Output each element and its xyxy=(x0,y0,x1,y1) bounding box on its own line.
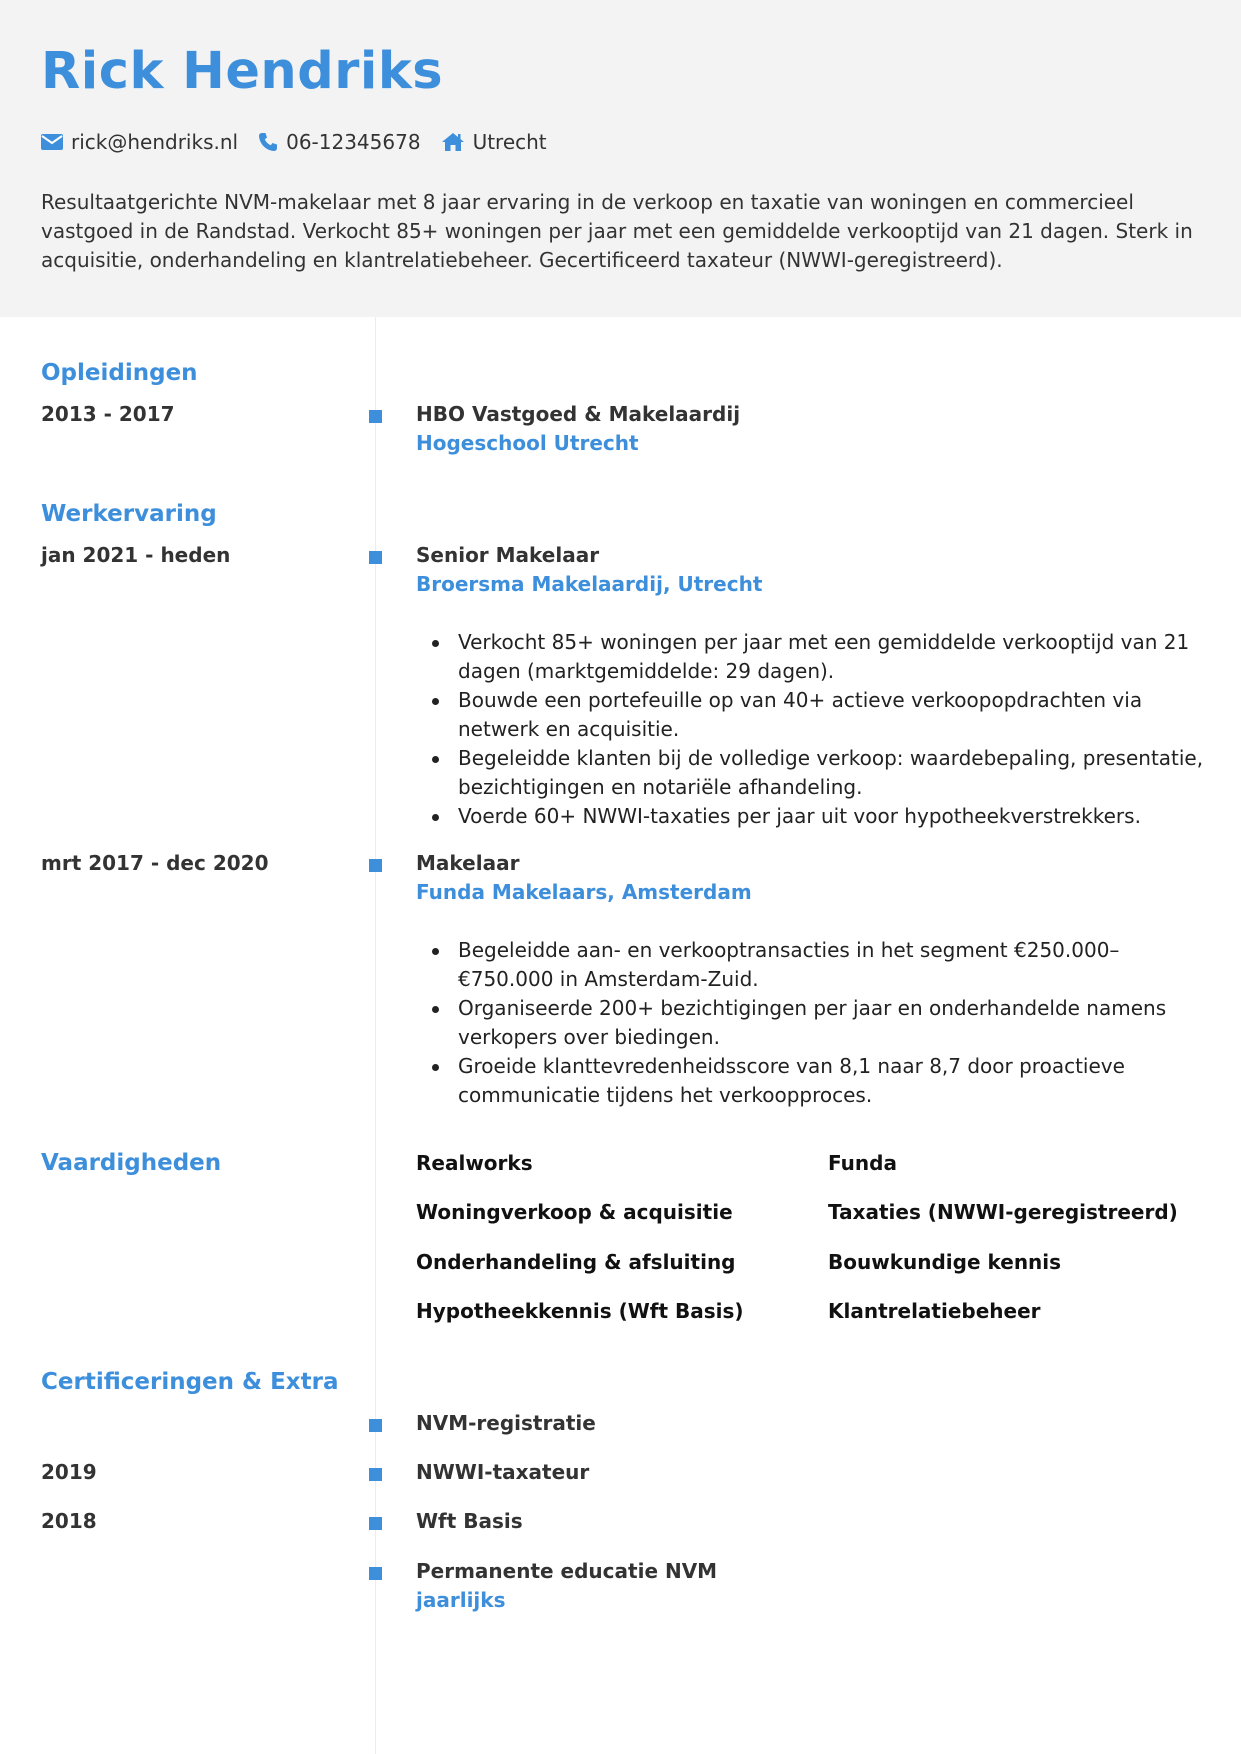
skill-item: Woningverkoop & acquisitie xyxy=(416,1200,733,1224)
contact-location xyxy=(441,130,547,154)
cert-date: 2018 xyxy=(41,1509,97,1533)
phone-icon xyxy=(258,132,286,152)
timeline-marker xyxy=(369,1567,382,1580)
cert-title: Wft Basis xyxy=(416,1509,523,1533)
timeline-marker xyxy=(369,1517,382,1530)
section-title-certifications: Certificeringen & Extra xyxy=(41,1369,339,1395)
list-item: Bouwde een portefeuille op van 40+ actieve verkoopopdrachten via netwerk en acquisitie. xyxy=(416,686,1206,744)
cert-frequency: jaarlijks xyxy=(416,1588,506,1612)
list-item: Organiseerde 200+ bezichtigingen per jaar en onderhandelde namens verkopers over biedingen. xyxy=(416,994,1206,1052)
contact-email xyxy=(41,130,238,154)
section-title-education: Opleidingen xyxy=(41,360,198,386)
cert-title: Permanente educatie NVM xyxy=(416,1559,718,1583)
home-icon xyxy=(441,132,473,152)
list-item: Groeide klanttevredenheidsscore van 8,1 naar 8,7 door proactieve communicatie tijdens het verkoopproces. xyxy=(416,1052,1206,1110)
timeline-marker xyxy=(369,1419,382,1432)
candidate-name: Rick Hendriks xyxy=(41,42,444,101)
contact-info xyxy=(41,128,567,156)
skill-item: Hypotheekkennis (Wft Basis) xyxy=(416,1299,744,1323)
timeline-marker xyxy=(369,410,382,423)
job-company: Funda Makelaars, Amsterdam xyxy=(416,880,752,904)
list-item: Verkocht 85+ woningen per jaar met een gemiddelde verkooptijd van 21 dagen (marktgemiddelde: 29 dagen). xyxy=(416,628,1206,686)
job-company: Broersma Makelaardij, Utrecht xyxy=(416,572,763,596)
cert-date: 2019 xyxy=(41,1460,97,1484)
education-school: Hogeschool Utrecht xyxy=(416,431,639,455)
header xyxy=(0,0,1241,317)
education-date: 2013 - 2017 xyxy=(41,402,175,426)
list-item: Begeleidde klanten bij de volledige verkoop: waardebepaling, presentatie, bezichtigingen en notariële afhandeling. xyxy=(416,744,1206,802)
timeline-marker xyxy=(369,551,382,564)
section-title-skills: Vaardigheden xyxy=(41,1150,222,1176)
location-text: Utrecht xyxy=(472,130,547,154)
envelope-icon xyxy=(41,134,71,150)
job-achievements xyxy=(416,628,1206,831)
job-date: jan 2021 - heden xyxy=(41,543,231,567)
section-title-experience: Werkervaring xyxy=(41,501,217,527)
phone-text[interactable]: 06-12345678 xyxy=(286,130,421,154)
skill-item: Funda xyxy=(828,1151,897,1175)
contact-phone xyxy=(258,130,420,154)
timeline-marker xyxy=(369,1468,382,1481)
cert-title: NVM-registratie xyxy=(416,1411,596,1435)
skill-item: Taxaties (NWWI-geregistreerd) xyxy=(828,1200,1178,1224)
skill-item: Realworks xyxy=(416,1151,533,1175)
job-date: mrt 2017 - dec 2020 xyxy=(41,851,269,875)
timeline-marker xyxy=(369,859,382,872)
job-title: Senior Makelaar xyxy=(416,543,600,567)
job-title: Makelaar xyxy=(416,851,520,875)
cert-title: NWWI-taxateur xyxy=(416,1460,590,1484)
job-achievements xyxy=(416,936,1206,1110)
list-item: Begeleidde aan- en verkooptransacties in het segment €250.000–€750.000 in Amsterdam-Zuid. xyxy=(416,936,1206,994)
skill-item: Bouwkundige kennis xyxy=(828,1250,1062,1274)
profile-summary: Resultaatgerichte NVM-makelaar met 8 jaar ervaring in de verkoop en taxatie van woningen en commercieel vastgoed in de Randstad. Verkocht 85+ woningen per jaar met een gemiddelde verkooptijd van 21 dagen. Sterk in acquisitie, onderhandeling en klantrelatiebeheer. Gecertificeerd taxateur (NWWI-geregistreerd). xyxy=(41,190,1193,272)
education-degree: HBO Vastgoed & Makelaardij xyxy=(416,402,741,426)
timeline-divider xyxy=(375,317,376,1754)
email-text[interactable]: rick@hendriks.nl xyxy=(71,130,239,154)
list-item: Voerde 60+ NWWI-taxaties per jaar uit voor hypotheekverstrekkers. xyxy=(416,802,1206,831)
skill-item: Klantrelatiebeheer xyxy=(828,1299,1041,1323)
skill-item: Onderhandeling & afsluiting xyxy=(416,1250,736,1274)
